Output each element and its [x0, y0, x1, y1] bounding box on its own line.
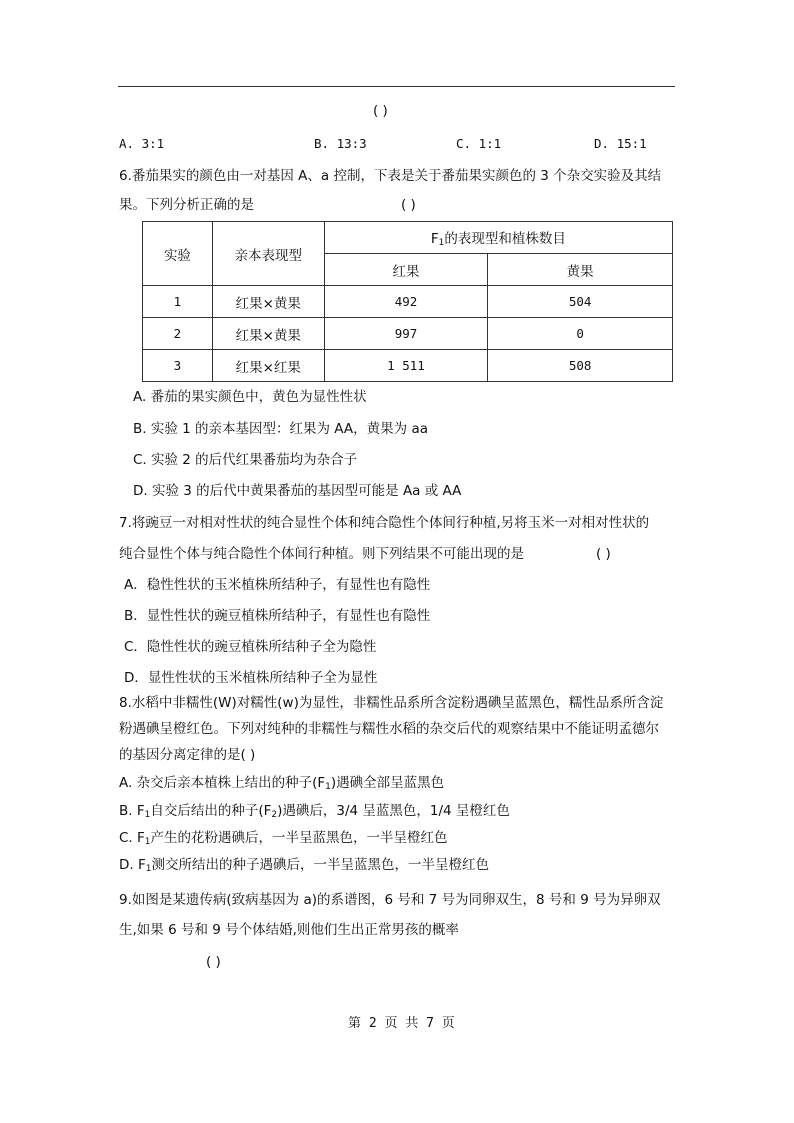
q9-stem-line2: 生,如果 6 号和 9 号个体结婚,则他们生出正常男孩的概率 — [119, 922, 459, 938]
table-header-f1: $F_1$的表现型和植株数目 — [324, 222, 672, 254]
q7-option-c: C．隐性性状的豌豆植株所结种子全为隐性 — [124, 639, 377, 655]
page-footer: 第 2 页 共 7 页 — [348, 1016, 455, 1031]
table-row — [143, 286, 673, 318]
table-cell-yellow-count: 0 — [488, 318, 673, 350]
q7-option-b: B．显性性状的豌豆植株所结种子，有显性也有隐性 — [124, 608, 431, 624]
q5-option-d: D. 15:1 — [594, 136, 647, 151]
q7-answer-paren: ( ) — [596, 546, 611, 562]
q6-answer-paren: ( ) — [401, 197, 416, 213]
table-cell-experiment: 3 — [143, 350, 213, 382]
q8-stem-line1: 8.水稻中非糯性(W)对糯性(w)为显性，非糯性品系所含淀粉遇碘呈蓝黑色，糯性品系所含淀 — [119, 695, 664, 711]
table-cell-experiment: 2 — [143, 318, 213, 350]
table-header-yellow: 黄果 — [488, 254, 673, 286]
q7-stem-line1: 7.将豌豆一对相对性状的纯合显性个体和纯合隐性个体间行种植,另将玉米一对相对性状的 — [119, 515, 650, 531]
table-cell-parent: 红果×黄果 — [212, 286, 324, 318]
q8-option-b: B. $F_1$自交后结出的种子$(F_2)$遇碘后，3/4 呈蓝黑色，1/4 呈橙红色 — [119, 803, 510, 820]
q8-stem-line2: 粉遇碘呈橙红色。下列对纯种的非糯性与糯性水稻的杂交后代的观察结果中不能证明孟德尔 — [119, 721, 659, 737]
q5-option-a: A. 3:1 — [119, 136, 165, 151]
q9-stem-line1: 9.如图是某遗传病(致病基因为 a)的系谱图，6 号和 7 号为同卵双生，8 号和 9 号为异卵双 — [119, 892, 661, 908]
q8-option-a: A. 杂交后亲本植株上结出的种子$(F_1)$遇碘全部呈蓝黑色 — [119, 775, 445, 792]
q8-stem-line3: 的基因分离定律的是( ) — [119, 747, 256, 763]
q9-answer-paren: ( ) — [206, 954, 221, 970]
table-row — [143, 350, 673, 382]
q6-option-b: B. 实验 1 的亲本基因型：红果为 AA，黄果为 aa — [133, 421, 428, 437]
q8-option-d: D. $F_1$测交所结出的种子遇碘后，一半呈蓝黑色，一半呈橙红色 — [119, 857, 489, 874]
table-cell-red-count: 1 511 — [324, 350, 488, 382]
q5-option-c: C. 1:1 — [456, 136, 502, 151]
table-header-parent-phenotype: 亲本表现型 — [212, 222, 324, 286]
q5-option-b: B. 13:3 — [314, 136, 367, 151]
table-header-red: 红果 — [324, 254, 488, 286]
q6-stem-line1: 6.番茄果实的颜色由一对基因 A、a 控制，下表是关于番茄果实颜色的 3 个杂交实验及其结 — [119, 168, 662, 184]
table-cell-parent: 红果×黄果 — [212, 318, 324, 350]
q6-option-c: C. 实验 2 的后代红果番茄均为杂合子 — [133, 452, 358, 468]
table-header-experiment: 实验 — [143, 222, 213, 286]
q6-option-a: A. 番茄的果实颜色中，黄色为显性性状 — [133, 389, 367, 405]
table-cell-experiment: 1 — [143, 286, 213, 318]
q8-option-c: C. $F_1$产生的花粉遇碘后，一半呈蓝黑色，一半呈橙红色 — [119, 830, 448, 847]
table-row — [143, 318, 673, 350]
q6-stem-line2: 果。下列分析正确的是 — [119, 197, 254, 213]
q6-data-table — [142, 221, 673, 382]
table-cell-red-count: 997 — [324, 318, 488, 350]
q6-option-d: D. 实验 3 的后代中黄果番茄的基因型可能是 Aa 或 AA — [133, 483, 462, 499]
q7-option-d: D．显性性状的玉米植株所结种子全为显性 — [124, 670, 378, 686]
table-cell-yellow-count: 508 — [488, 350, 673, 382]
q5-answer-paren: ( ) — [373, 103, 388, 119]
q7-option-a: A．稳性性状的玉米植株所结种子，有显性也有隐性 — [124, 577, 431, 593]
table-cell-yellow-count: 504 — [488, 286, 673, 318]
table-cell-parent: 红果×红果 — [212, 350, 324, 382]
header-rule — [118, 86, 675, 87]
table-cell-red-count: 492 — [324, 286, 488, 318]
q7-stem-line2: 纯合显性个体与纯合隐性个体间行种植。则下列结果不可能出现的是 — [119, 546, 524, 562]
